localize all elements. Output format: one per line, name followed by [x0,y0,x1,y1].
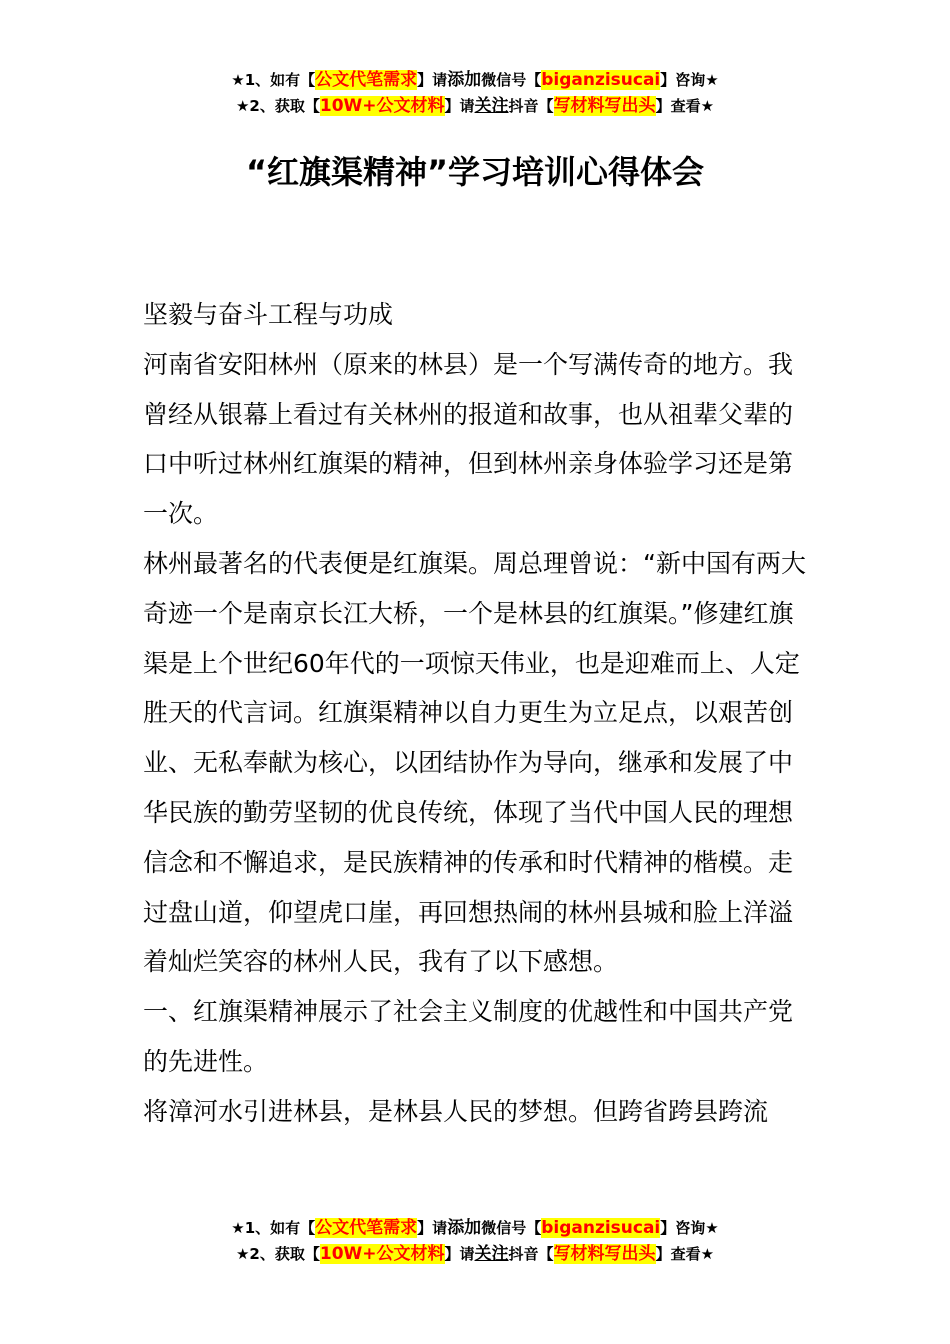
promo-text: 添加 [447,1218,482,1238]
promo-text: 添加 [447,70,482,90]
promo-text: 】咨询★ [660,71,719,89]
promo-text: 抖音【 [508,1245,554,1263]
promo-text: 】查看★ [655,97,715,115]
promo-text: 】请 [444,97,475,115]
document-body [143,290,813,1137]
promo-text: 微信号【 [481,71,542,89]
promo-highlight: 写材料写出头 [553,1244,656,1264]
promo-text: ★2、获取【 [235,1245,320,1263]
promo-text: 】查看★ [655,1245,715,1263]
promo-highlight: 10W+公文材料 [319,96,445,116]
promo-text: 】咨询★ [660,1219,719,1237]
paragraph: 河南省安阳林州（原来的林县）是一个写满传奇的地方。我曾经从银幕上看过有关林州的报道和故事，也从祖辈父辈的口中听过林州红旗渠的精神，但到林州亲身体验学习还是第一次。 [143,349,794,529]
promo-text: 】请 [417,1219,448,1237]
promo-highlight: 公文代笔需求 [315,1218,418,1238]
promo-text: 】请 [417,71,448,89]
document-title: “红旗渠精神”学习培训心得体会 [245,153,705,191]
promo-wechat-id: biganzisucai [541,1218,661,1238]
promo-notice-bottom [0,1215,950,1267]
promo-text: ★1、如有【 [231,71,316,89]
promo-highlight: 写材料写出头 [553,96,656,116]
promo-text: 抖音【 [508,97,554,115]
promo-text: 关注 [474,96,509,116]
section-heading: 坚毅与奋斗工程与功成 [143,300,394,329]
promo-line-1 [0,67,950,93]
promo-text: 关注 [474,1244,509,1264]
promo-highlight: 公文代笔需求 [315,70,418,90]
promo-text: 】请 [444,1245,475,1263]
promo-line-2 [0,1241,950,1267]
promo-highlight: 10W+公文材料 [319,1244,445,1264]
promo-text: 微信号【 [481,1219,542,1237]
section-heading: 一、红旗渠精神展示了社会主义制度的优越性和中国共产党的先进性。 [143,997,794,1076]
promo-notice-top [0,67,950,119]
promo-line-2 [0,93,950,119]
paragraph: 将漳河水引进林县，是林县人民的梦想。但跨省跨县跨流 [143,1096,769,1126]
promo-text: ★2、获取【 [235,97,320,115]
promo-line-1 [0,1215,950,1241]
paragraph: 林州最著名的代表便是红旗渠。周总理曾说：“新中国有两大奇迹一个是南京长江大桥，一个是林县的红旗渠。”修建红旗渠是上个世纪60年代的一项惊天伟业，也是迎难而上、人定胜天的代言词。红旗渠精神以自力更生为立足点，以艰苦创业、无私奉献为核心，以团结协作为导向，继承和发展了中华民族的勤劳坚韧的优良传统，体现了当代中国人民的理想信念和不懈追求，是民族精神的传承和时代精神的楷模。走过盘山道，仰望虎口崖，再回想热闹的林州县城和脸上洋溢着灿烂笑容的林州人民，我有了以下感想。 [143,548,806,977]
promo-text: ★1、如有【 [231,1219,316,1237]
promo-wechat-id: biganzisucai [541,70,661,90]
